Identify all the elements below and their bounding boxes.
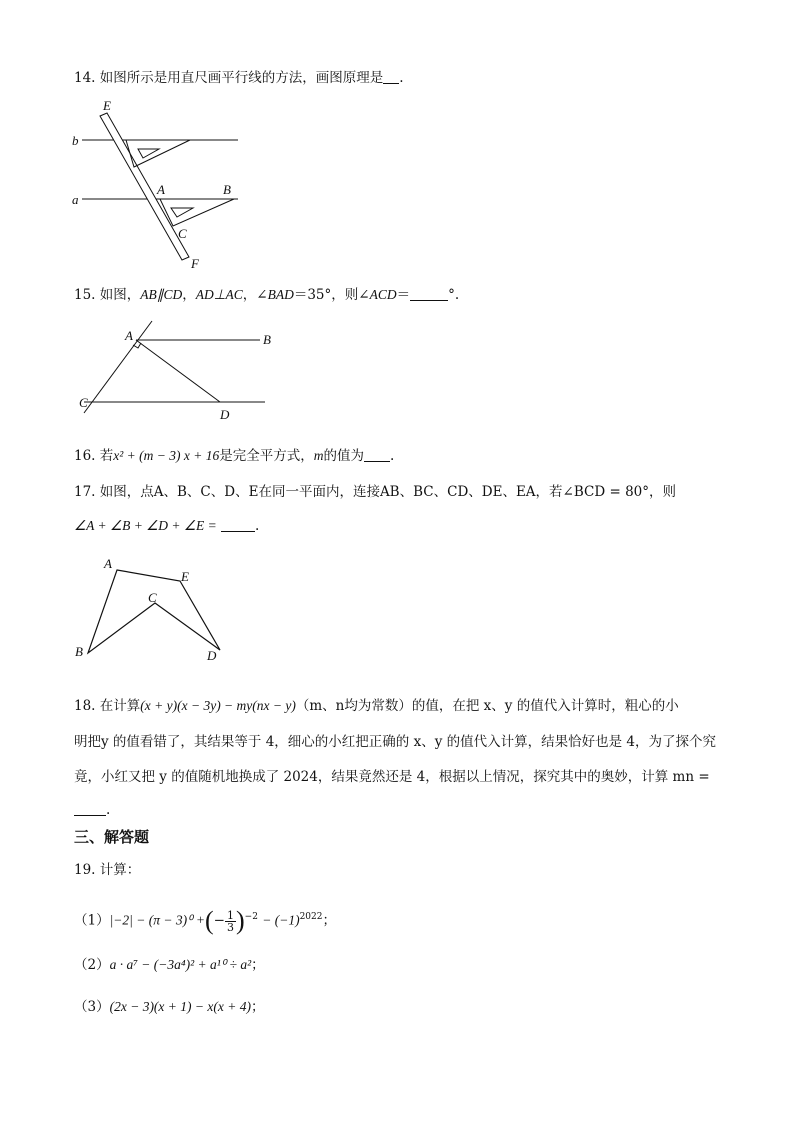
question-15: 15. 如图，AB∥CD，AD⊥AC，∠BAD＝35°，则∠ACD＝ °. xyxy=(74,287,460,303)
q14-answer-blank[interactable] xyxy=(383,69,399,84)
q17-answer-blank[interactable] xyxy=(221,517,255,532)
label-B: B xyxy=(223,182,231,197)
line-CA xyxy=(84,321,152,413)
label-E: E xyxy=(103,98,111,113)
q14-figure xyxy=(60,95,260,275)
q17-figure xyxy=(70,553,230,668)
fraction-one-third: $\frac{1}{3}$ xyxy=(226,908,234,934)
set-square-lower-hole xyxy=(171,208,193,217)
q19-part1: （1）|−2| − (π − 3)⁰ +(− $\frac{1}{3}$ )$^{-2} - (-1)^{2022}$； xyxy=(74,906,336,935)
label-C: C xyxy=(148,590,157,605)
set-square-lower xyxy=(160,199,234,226)
q19-part3: （3）(2x − 3)(x + 1) − x(x + 4)； xyxy=(74,999,265,1015)
right-angle-mark xyxy=(133,343,141,348)
line-AD xyxy=(136,340,220,402)
section-heading: 三、解答题 xyxy=(74,828,150,846)
q16-answer-blank[interactable] xyxy=(364,447,390,462)
label-D: D xyxy=(220,407,230,422)
question-18-line3: 竟，小红又把 y 的值随机地换成了 2024，结果竟然还是 4，根据以上情况，探究其中的奥妙，计算 mn = xyxy=(74,769,710,785)
label-D: D xyxy=(207,648,217,663)
question-17-line1: 17. 如图，点A、B、C、D、E在同一平面内，连接AB、BC、CD、DE、EA，若∠BCD = 80°，则 xyxy=(74,484,677,500)
label-F: F xyxy=(191,256,199,271)
label-A: A xyxy=(104,556,112,571)
q19-part2: （2）a · a⁷ − (−3a⁴)² + a¹⁰ ÷ a²； xyxy=(74,957,265,973)
q18-answer-blank[interactable] xyxy=(74,801,106,816)
label-C: C xyxy=(79,395,88,410)
label-E: E xyxy=(181,569,189,584)
ruler xyxy=(100,113,189,260)
label-A: A xyxy=(125,328,133,343)
question-16: 16. 若x² + (m − 3) x + 16是完全平方式，m的值为 . xyxy=(74,448,395,464)
label-B: B xyxy=(263,332,271,347)
question-14 xyxy=(74,68,404,88)
label-A: A xyxy=(157,182,165,197)
question-18-line1: 18. 在计算(x + y)(x − 3y) − my(nx − y)（m、n均为常数）的值，在把 x、y 的值代入计算时，粗心的小 xyxy=(74,698,679,714)
label-B: B xyxy=(75,644,83,659)
label-C: C xyxy=(178,226,187,241)
q14-end: . xyxy=(399,70,404,86)
label-b: b xyxy=(72,133,79,148)
q15-answer-blank[interactable] xyxy=(410,286,448,301)
question-19-title: 19. 计算： xyxy=(74,862,141,878)
question-18-line4: . xyxy=(74,800,110,820)
q15-figure xyxy=(70,318,280,428)
question-17-line2: ∠A + ∠B + ∠D + ∠E = . xyxy=(74,518,260,534)
label-a: a xyxy=(72,192,79,207)
question-18-line2: 明把y 的值看错了，其结果等于 4，细心的小红把正确的 x、y 的值代入计算，结果恰好也是 4，为了探个究 xyxy=(74,734,717,750)
q14-text: 14. 如图所示是用直尺画平行线的方法，画图原理是 xyxy=(74,70,384,86)
polygon-ABCDE xyxy=(88,570,220,653)
